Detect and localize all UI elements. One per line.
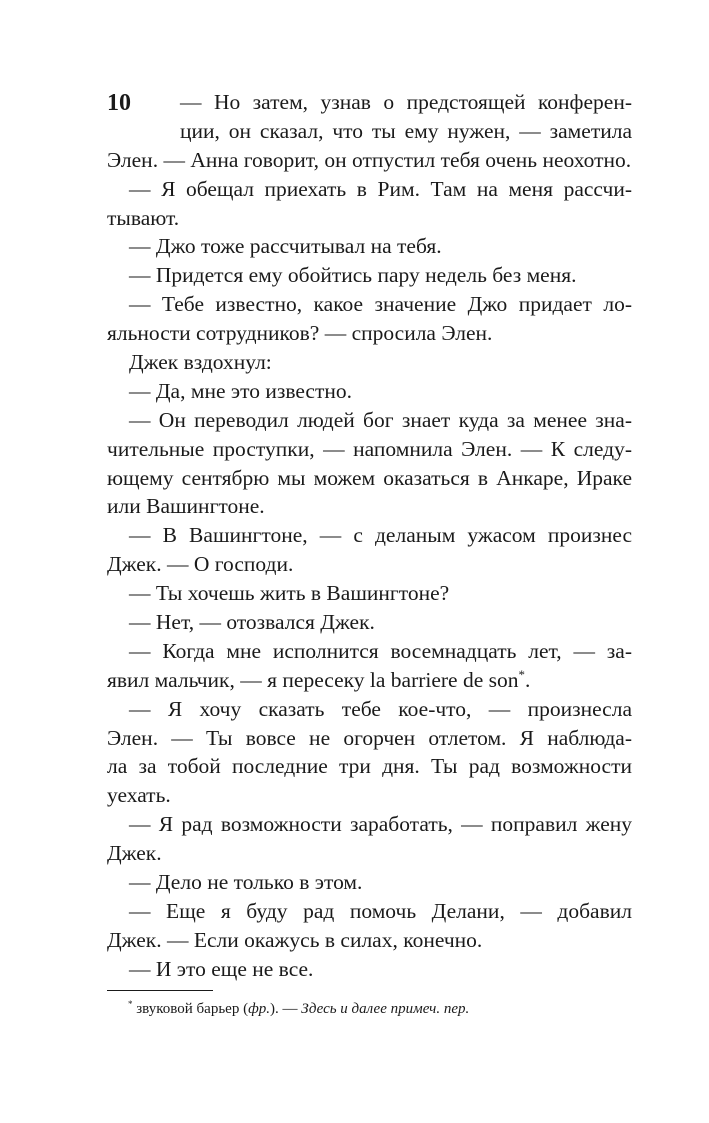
footnote-divider <box>107 990 213 991</box>
body-text <box>107 88 632 984</box>
text-line: — Дело не только в этом. <box>129 870 363 895</box>
text-line: — Ты хочешь жить в Вашингтоне? <box>129 581 450 606</box>
text-line: — Еще я буду рад помочь Делани, — добавил <box>129 898 632 923</box>
text-line: — Тебе известно, какое значение Джо придает ло- <box>129 292 632 317</box>
text-line: Джек. — О господи. <box>107 552 294 577</box>
text-line: ющему сентябрю мы можем оказаться в Анкаре, Ираке <box>107 465 632 490</box>
text-line: чительные проступки, — напомнила Элен. — К следу- <box>107 436 632 461</box>
text-line: — Нет, — отозвался Джек. <box>129 610 375 635</box>
text-line: — Да, мне это известно. <box>129 378 352 403</box>
text-line: — Я обещал приехать в Рим. Там на меня рассчи- <box>129 176 632 201</box>
footnote-abbr: фр. <box>248 1001 270 1017</box>
text-line: уехать. <box>107 783 171 808</box>
text-line: — Но затем, узнав о предстоящей конферен- <box>180 90 632 114</box>
page-number: 10 <box>107 90 131 116</box>
text-line: — Он переводил людей бог знает куда за менее зна- <box>129 407 632 432</box>
text-line: яльности сотрудников? — спросила Элен. <box>107 321 493 346</box>
text-line: Джек. <box>107 841 162 866</box>
text-line: — И это еще не все. <box>129 956 314 981</box>
footnote-note: Здесь и далее примеч. пер. <box>301 1001 470 1017</box>
text-line: — Придется ему обойтись пару недель без меня. <box>129 263 577 288</box>
text-line: — Я рад возможности заработать, — поправил жену <box>129 812 632 837</box>
text-line: Джек вздохнул: <box>129 350 272 375</box>
text-line: Элен. — Ты вовсе не огорчен отлетом. Я наблюда- <box>107 725 632 750</box>
text-line: ла за тобой последние три дня. Ты рад возможности <box>107 754 632 779</box>
text-line: или Вашингтоне. <box>107 494 265 519</box>
text-line: Джек. — Если окажусь в силах, конечно. <box>107 927 483 952</box>
text-line: — Я хочу сказать тебе кое-что, — произнесла <box>129 696 632 721</box>
text-line: тывают. <box>107 205 180 230</box>
footnote-marker: * <box>128 999 133 1009</box>
text-line: ции, он сказал, что ты ему нужен, — заметила <box>180 118 632 143</box>
footnote <box>128 998 469 1020</box>
footnote-text-mid: ). — <box>269 1001 302 1017</box>
text-line: Элен. — Анна говорит, он отпустил тебя очень неохотно. <box>107 147 632 172</box>
text-line: — Джо тоже рассчитывал на тебя. <box>129 234 442 259</box>
text-line: — В Вашингтоне, — с деланым ужасом произнес <box>129 523 632 548</box>
footnote-text: звуковой барьер ( <box>132 1001 249 1017</box>
text-line: — Когда мне исполнится восемнадцать лет, — за- <box>129 638 632 663</box>
text-line: явил мальчик, — я пересеку la barriere de son*. <box>107 667 531 692</box>
